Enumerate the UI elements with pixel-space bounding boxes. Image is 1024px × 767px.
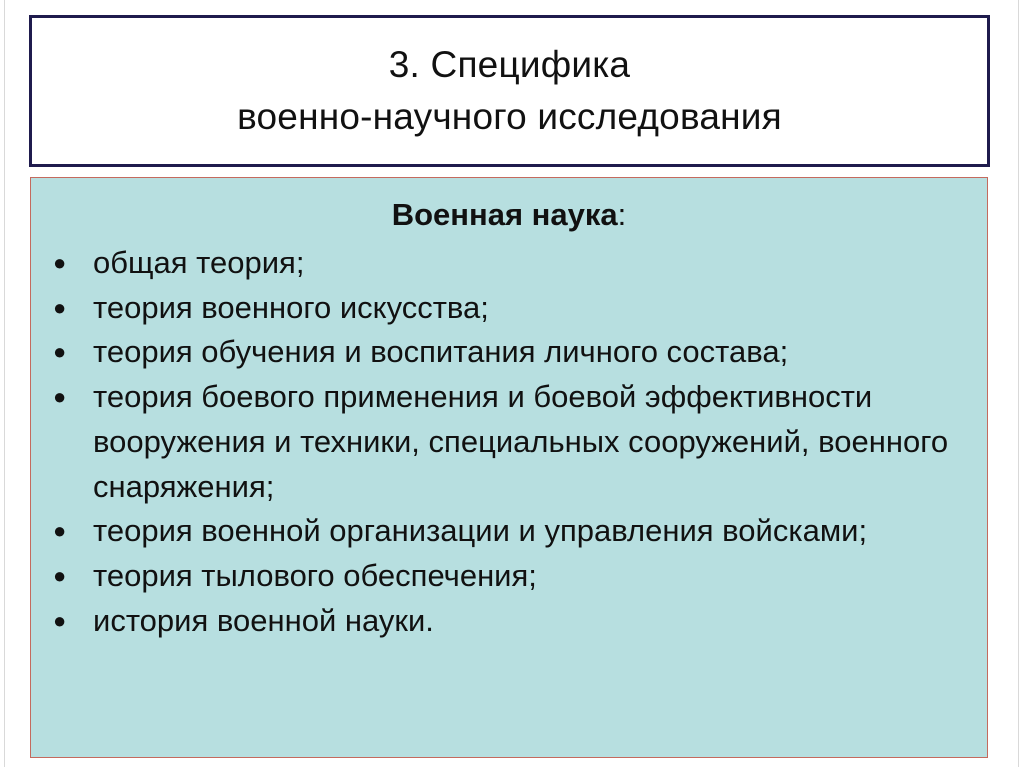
slide-edge-left <box>4 0 5 767</box>
title-box <box>29 15 990 167</box>
content-heading <box>31 195 987 235</box>
slide-edge-right <box>1018 0 1019 767</box>
list-item <box>47 241 977 286</box>
list-item <box>47 554 977 599</box>
bullet-list <box>47 241 977 643</box>
bullet-icon: ● <box>53 607 67 633</box>
title-line-1: 3. Специфика <box>388 44 631 85</box>
bullet-icon: ● <box>53 339 67 365</box>
list-item-text: общая теория; <box>93 245 305 280</box>
bullet-icon: ● <box>53 518 67 544</box>
list-item-text: история военной науки. <box>93 602 434 638</box>
bullet-icon: ● <box>53 562 67 588</box>
list-item <box>47 375 977 509</box>
list-item-text: теория тылового обеспечения; <box>93 557 537 593</box>
content-box <box>30 177 988 758</box>
bullet-icon: ● <box>53 294 67 320</box>
list-item-text: теория военной организации и управления войсками; <box>93 513 868 549</box>
bullet-icon: ● <box>53 384 67 410</box>
list-item-text: теория боевого применения и боевой эффективности вооружения и техники, специальных сооружений, военного снаряжения; <box>93 379 949 504</box>
list-item <box>47 599 977 644</box>
list-item-text: теория военного искусства; <box>93 289 489 325</box>
list-item <box>47 330 977 375</box>
title-line-2: военно-научного исследования <box>237 96 782 137</box>
list-item <box>47 509 977 554</box>
list-item-text: теория обучения и воспитания личного состава; <box>93 334 789 370</box>
list-item <box>47 286 977 331</box>
content-heading-bold: Военная наука <box>391 197 618 232</box>
bullet-icon: ● <box>53 250 67 275</box>
content-heading-suffix: : <box>617 197 627 232</box>
